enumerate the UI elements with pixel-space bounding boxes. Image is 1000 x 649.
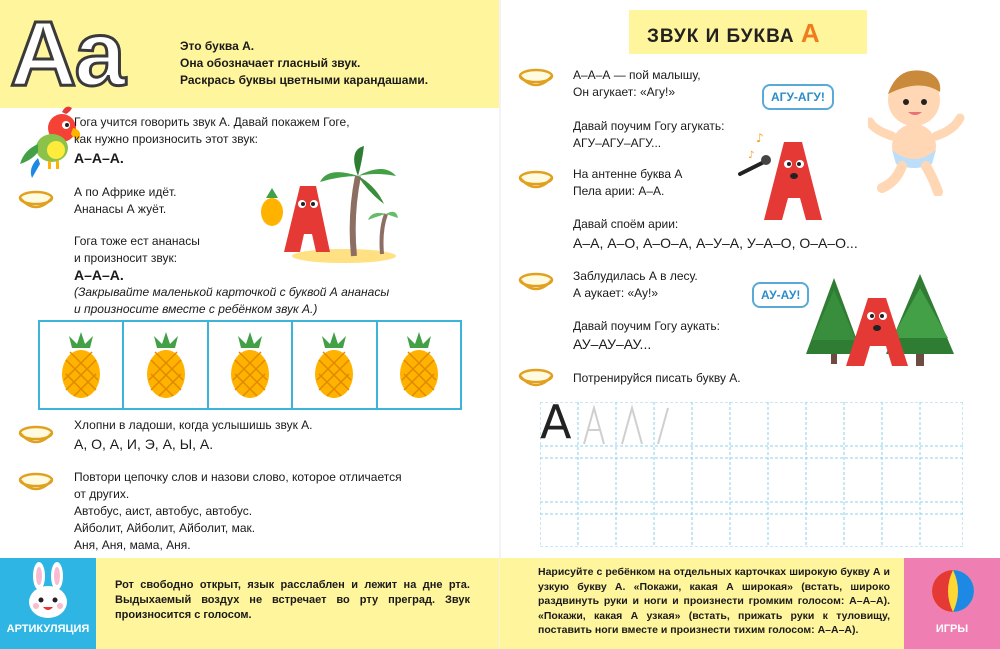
antenna-task: Давай споём арии: — [573, 217, 679, 231]
baby-illustration — [868, 64, 968, 196]
games-label: ИГРЫ — [935, 623, 969, 635]
big-letters-aa: Aa — [10, 3, 124, 105]
pineapple-icon — [58, 330, 104, 400]
baby-task: Давай поучим Гогу агукать: АГУ–АГУ–АГУ... — [573, 119, 725, 150]
page-title: ЗВУК И БУКВА А — [647, 18, 821, 48]
agu-speech-bubble: АГУ-АГУ! — [762, 84, 834, 110]
arias-chain: А–А, А–О, А–О–А, А–У–А, У–А–О, О–А–О... — [573, 235, 858, 251]
pineapple-cell[interactable] — [293, 322, 377, 408]
traced-letter-a — [584, 408, 604, 444]
ball-icon — [930, 566, 976, 616]
clap-chain: А, О, А, И, Э, А, Ы, А. — [74, 436, 214, 452]
forest-rhyme: Заблудилась А в лесу. А аукает: «Ау!» — [573, 269, 698, 300]
eats-note: (Закрывайте маленькой карточкой с буквой А ананасы и произносите вместе с ребёнком звук А.) — [74, 285, 390, 316]
bowl-icon — [518, 368, 554, 390]
pineapple-cell[interactable] — [209, 322, 293, 408]
pineapple-icon — [143, 330, 189, 400]
traced-stroke-2 — [658, 408, 668, 444]
pineapple-cell[interactable] — [40, 322, 124, 408]
letter-a-palm-illustration — [258, 146, 398, 264]
pineapple-cell[interactable] — [124, 322, 208, 408]
pineapple-icon — [227, 330, 273, 400]
sample-letter-a: А — [540, 395, 572, 449]
intro-text: Это буква А. Она обозначает гласный звук. Раскрась буквы цветными карандашами. — [180, 39, 429, 87]
clap-text: Хлопни в ладоши, когда услышишь звук А. — [74, 418, 313, 432]
pineapple-icon — [311, 330, 357, 400]
bowl-icon — [518, 272, 554, 294]
articulation-label: АРТИКУЛЯЦИЯ — [6, 623, 90, 635]
pineapple-cell[interactable] — [378, 322, 460, 408]
forest-letter-a-illustration — [804, 274, 958, 370]
practice-text: Потренируйся писать букву А. — [573, 371, 741, 385]
games-text: Нарисуйте с ребёнком на отдельных карточках широкую букву А и узкую букву А. «Покажи, какая А широкая» (встать, широко раздвинуть руки и ноги и произнести громким голосом: А–А–А). «Покажи, какая А узкая» (встать, прижать руки к туловищу, поставить ноги вместе и произнести тихим голосом: А–А–А). — [538, 566, 890, 636]
bowl-icon — [18, 425, 54, 447]
repeat-text: Повтори цепочку слов и назови слово, которое отличается от других. Автобус, аист, автобус, автобус. Айболит, Айболит, Айболит, мак. Аня, Аня, мама, Аня. — [74, 470, 402, 552]
bowl-icon — [18, 472, 54, 494]
au-speech-bubble: АУ-АУ! — [752, 282, 809, 308]
svg-text:♪: ♪ — [756, 131, 764, 145]
pineapple-icon — [396, 330, 442, 400]
svg-text:♪: ♪ — [748, 150, 755, 161]
writing-practice-grid[interactable] — [540, 402, 963, 547]
eats-text: Гога тоже ест ананасы и произносит звук: — [74, 234, 200, 265]
eats-sound: А–А–А. — [74, 267, 124, 283]
forest-task: Давай поучим Гогу аукать: — [573, 319, 720, 333]
singing-letter-a-illustration — [736, 128, 836, 224]
goga-sound: А–А–А. — [74, 150, 124, 166]
goga-text: Гога учится говорить звук А. Давай покажем Гоге, как нужно произносить этот звук: — [74, 115, 350, 146]
traced-stroke-1 — [622, 408, 642, 444]
bowl-icon — [518, 68, 554, 90]
page-divider — [499, 0, 501, 649]
baby-rhyme: А–А–А — пой малышу, Он агукает: «Агу!» — [573, 68, 701, 99]
bunny-icon — [24, 562, 72, 620]
bowl-icon — [18, 190, 54, 212]
bowl-icon — [518, 170, 554, 192]
africa-rhyme: А по Африке идёт. Ананасы А жуёт. — [74, 185, 177, 216]
pineapple-grid — [38, 320, 462, 410]
forest-chain: АУ–АУ–АУ... — [573, 336, 652, 352]
articulation-text: Рот свободно открыт, язык расслаблен и лежит на дне рта. Выдыхаемый воздух не встречает во рту преград. Звук произносится с голосом. — [115, 579, 470, 621]
antenna-rhyme: На антенне буква А Пела арии: А–А. — [573, 167, 683, 198]
